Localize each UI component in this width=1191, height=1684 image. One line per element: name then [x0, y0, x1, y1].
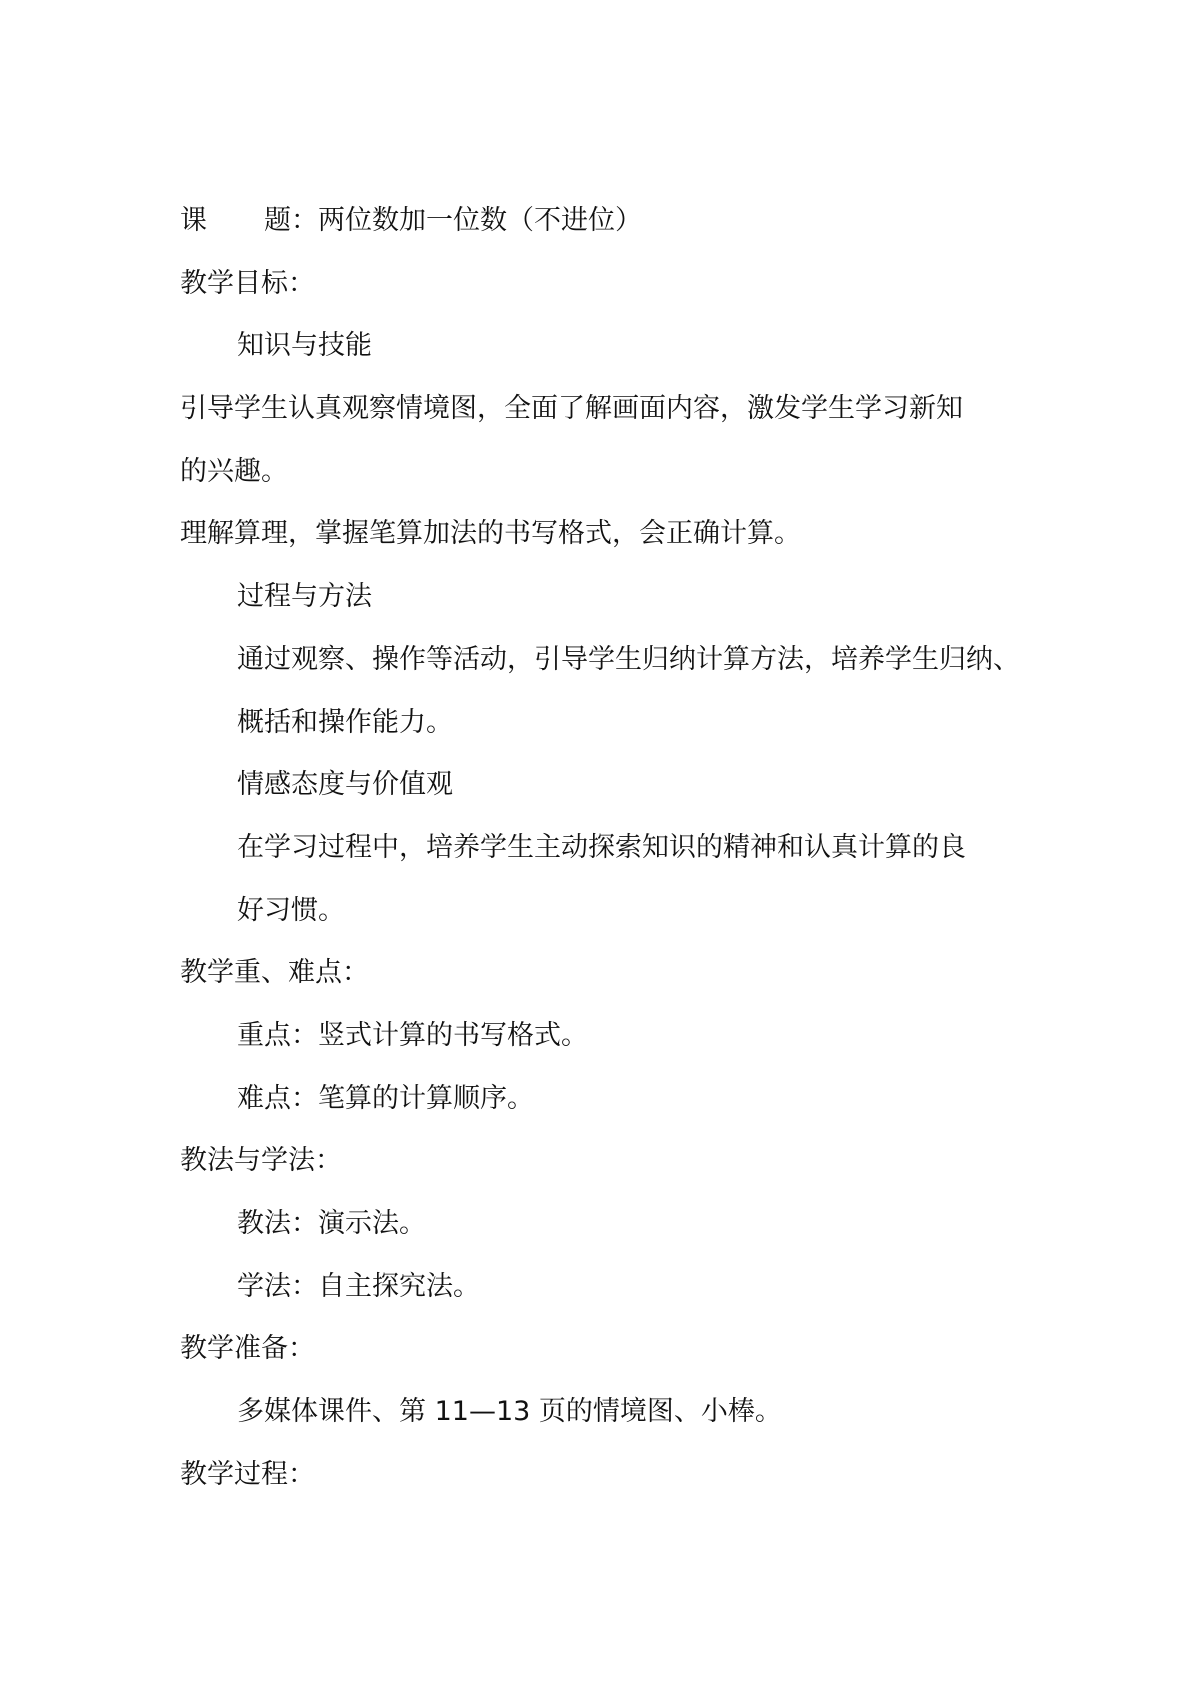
subheading-attitude: 情感态度与价值观: [237, 769, 453, 801]
paragraph-line: 在学习过程中，培养学生主动探索知识的精神和认真计算的良: [237, 831, 966, 863]
heading-key-points: 教学重、难点：: [180, 957, 369, 989]
paragraph-line: 重点：竖式计算的书写格式。: [237, 1019, 588, 1051]
document-body: [180, 200, 1040, 1516]
paragraph-line: 通过观察、操作等活动，引导学生归纳计算方法，培养学生归纳、: [237, 643, 1020, 675]
title-label: 课: [180, 205, 207, 236]
subheading-process: 过程与方法: [237, 581, 372, 613]
paragraph-line: 理解算理，掌握笔算加法的书写格式，会正确计算。: [180, 518, 801, 550]
heading-methods: 教法与学法：: [180, 1145, 342, 1177]
title-label-colon: 题：: [264, 205, 318, 236]
paragraph-line: 引导学生认真观察情境图，全面了解画面内容，激发学生学习新知: [180, 393, 963, 425]
paragraph-line: 难点：笔算的计算顺序。: [237, 1082, 534, 1114]
lesson-title: [180, 200, 1040, 263]
title-topic: 两位数加一位数: [318, 205, 507, 236]
paragraph-line: 教法：演示法。: [237, 1208, 426, 1239]
paragraph-line: 好习惯。: [237, 894, 345, 926]
paragraph-line: 的兴趣。: [180, 455, 288, 487]
subheading-knowledge: 知识与技能: [237, 330, 372, 362]
heading-preparation: 教学准备：: [180, 1333, 315, 1365]
paragraph-line: 概括和操作能力。: [237, 706, 453, 738]
paragraph-line: 学法：自主探究法。: [237, 1270, 480, 1302]
title-note: （不进位）: [507, 205, 642, 236]
heading-process: 教学过程：: [180, 1458, 315, 1490]
heading-objectives: 教学目标：: [180, 267, 315, 299]
paragraph-line: 多媒体课件、第 11—13 页的情境图、小棒。: [237, 1396, 782, 1428]
